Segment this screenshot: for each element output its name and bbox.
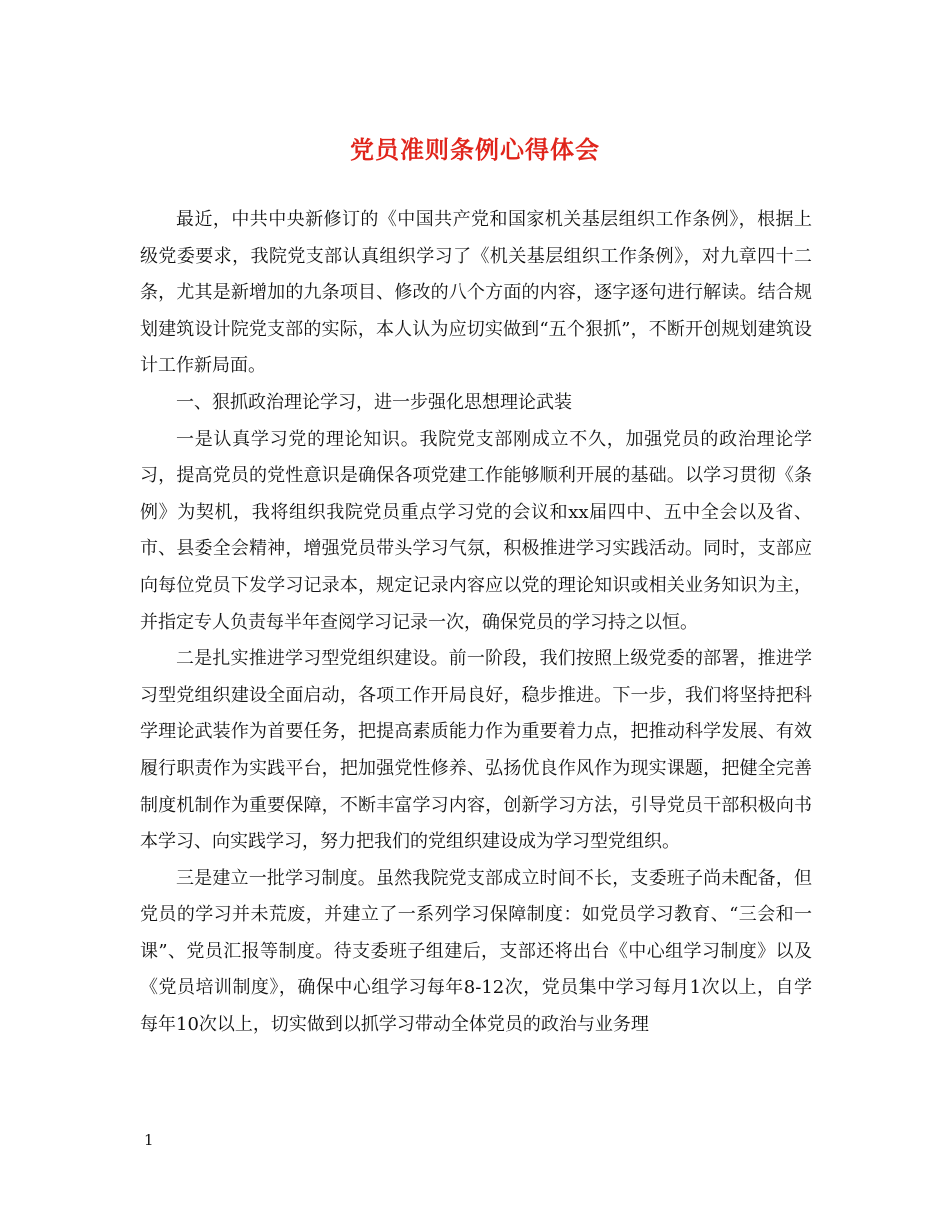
paragraph-point-one: 一是认真学习党的理论知识。我院党支部刚成立不久，加强党员的政治理论学习，提高党员的党性意识是确保各项党建工作能够顺利开展的基础。以学习贯彻《条例》为契机，我将组织我院党员重点学习党的会议和xx届四中、五中全会以及省、市、县委全会精神，增强党员带头学习气氛，积极推进学习实践活动。同时，支部应向每位党员下发学习记录本，规定记录内容应以党的理论知识或相关业务知识为主，并指定专人负责每半年查阅学习记录一次，确保党员的学习持之以恒。 <box>140 428 812 633</box>
paragraph-section-heading: 一、狠抓政治理论学习，进一步强化思想理论武装 <box>176 391 572 413</box>
page-number: 1 <box>144 1131 154 1149</box>
paragraph-intro: 最近，中共中央新修订的《中国共产党和国家机关基层组织工作条例》，根据上级党委要求，我院党支部认真组织学习了《机关基层组织工作条例》，对九章四十二条，尤其是新增加的九条项目、修改的八个方面的内容，逐字逐句进行解读。结合规划建筑设计院党支部的实际，本人认为应切实做到“五个狠抓”，不断开创规划建筑设计工作新局面。 <box>140 209 812 377</box>
paragraph-point-two: 二是扎实推进学习型党组织建设。前一阶段，我们按照上级党委的部署，推进学习型党组织建设全面启动，各项工作开局良好，稳步推进。下一步，我们将坚持把科学理论武装作为首要任务，把提高素质能力作为重要着力点，把推动科学发展、有效履行职责作为实践平台，把加强党性修养、弘扬优良作风作为现实课题，把健全完善制度机制作为重要保障，不断丰富学习内容，创新学习方法，引导党员干部积极向书本学习、向实践学习，努力把我们的党组织建设成为学习型党组织。 <box>140 648 812 853</box>
document-body <box>140 202 812 1044</box>
paragraph-point-three: 三是建立一批学习制度。虽然我院党支部成立时间不长，支委班子尚未配备，但党员的学习并未荒废，并建立了一系列学习保障制度：如党员学习教育、“三会和一课”、党员汇报等制度。待支委班子组建后，支部还将出台《中心组学习制度》以及《党员培训制度》，确保中心组学习每年8-12次，党员集中学习每月1次以上，自学每年10次以上，切实做到以抓学习带动全体党员的政治与业务理 <box>140 867 812 1036</box>
document-title: 党员准则条例心得体会 <box>350 135 600 164</box>
